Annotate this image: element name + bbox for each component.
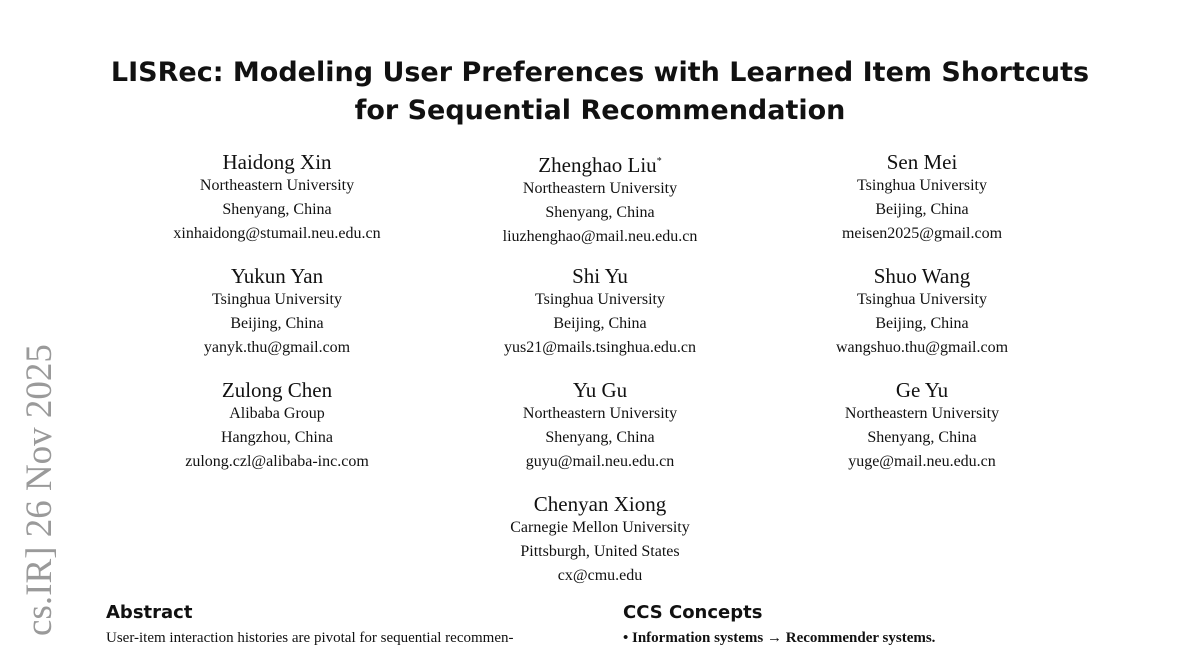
author-block (117, 378, 437, 474)
paper-title (0, 54, 1200, 130)
author-name: Haidong Xin (222, 150, 332, 174)
author-name: Yu Gu (572, 378, 628, 402)
author-email[interactable]: meisen2025@gmail.com (841, 225, 1003, 242)
author-name: Zhenghao Liu* (538, 153, 662, 177)
author-location: Beijing, China (875, 315, 969, 332)
author-name: Chenyan Xiong (533, 492, 667, 516)
author-location: Shenyang, China (867, 429, 977, 446)
ccs-concept-item: • Information systems → Recommender systems. (623, 630, 936, 646)
author-email[interactable]: wangshuo.thu@gmail.com (835, 339, 1009, 356)
author-block (117, 150, 437, 246)
author-block (117, 264, 437, 360)
author-location: Hangzhou, China (221, 429, 333, 446)
author-location: Shenyang, China (222, 201, 332, 218)
author-affiliation: Tsinghua University (535, 291, 665, 308)
author-affiliation: Northeastern University (199, 177, 355, 194)
author-block (762, 264, 1082, 360)
author-block (440, 150, 760, 249)
ccs-heading: CCS Concepts (623, 602, 763, 623)
author-name: Yukun Yan (230, 264, 324, 288)
author-affiliation: Tsinghua University (857, 291, 987, 308)
author-block (440, 492, 760, 588)
author-email[interactable]: yuge@mail.neu.edu.cn (848, 453, 996, 470)
author-email[interactable]: cx@cmu.edu (557, 567, 643, 584)
author-location: Shenyang, China (545, 204, 655, 221)
author-email[interactable]: yus21@mails.tsinghua.edu.cn (503, 339, 697, 356)
author-block (762, 150, 1082, 246)
author-location: Shenyang, China (545, 429, 655, 446)
author-location: Beijing, China (553, 315, 647, 332)
author-block (440, 264, 760, 360)
title-line-1: LISRec: Modeling User Preferences with Learned Item Shortcuts (110, 57, 1090, 88)
author-name: Sen Mei (886, 150, 958, 174)
arxiv-stamp: cs.IR] 26 Nov 2025 (19, 344, 60, 636)
author-affiliation: Northeastern University (522, 405, 678, 422)
title-line-2: for Sequential Recommendation (354, 95, 846, 126)
author-name: Shuo Wang (873, 264, 971, 288)
author-name: Shi Yu (572, 264, 628, 288)
author-location: Beijing, China (875, 201, 969, 218)
author-affiliation: Tsinghua University (212, 291, 342, 308)
author-email[interactable]: xinhaidong@stumail.neu.edu.cn (173, 225, 381, 242)
author-email[interactable]: yanyk.thu@gmail.com (203, 339, 351, 356)
author-affiliation: Northeastern University (522, 180, 678, 197)
author-block (762, 378, 1082, 474)
author-affiliation: Tsinghua University (857, 177, 987, 194)
author-email[interactable]: zulong.czl@alibaba-inc.com (185, 453, 369, 470)
author-location: Pittsburgh, United States (520, 543, 680, 560)
author-block (440, 378, 760, 474)
author-affiliation: Alibaba Group (229, 405, 325, 422)
author-name: Ge Yu (895, 378, 949, 402)
author-email[interactable]: liuzhenghao@mail.neu.edu.cn (502, 228, 698, 245)
author-name: Zulong Chen (221, 378, 333, 402)
abstract-heading: Abstract (106, 602, 193, 623)
author-affiliation: Northeastern University (844, 405, 1000, 422)
corresponding-author-mark: * (656, 156, 662, 167)
abstract-text: User-item interaction histories are pivotal for sequential recommen- (106, 630, 514, 646)
author-email[interactable]: guyu@mail.neu.edu.cn (525, 453, 675, 470)
author-location: Beijing, China (230, 315, 324, 332)
author-affiliation: Carnegie Mellon University (510, 519, 690, 536)
